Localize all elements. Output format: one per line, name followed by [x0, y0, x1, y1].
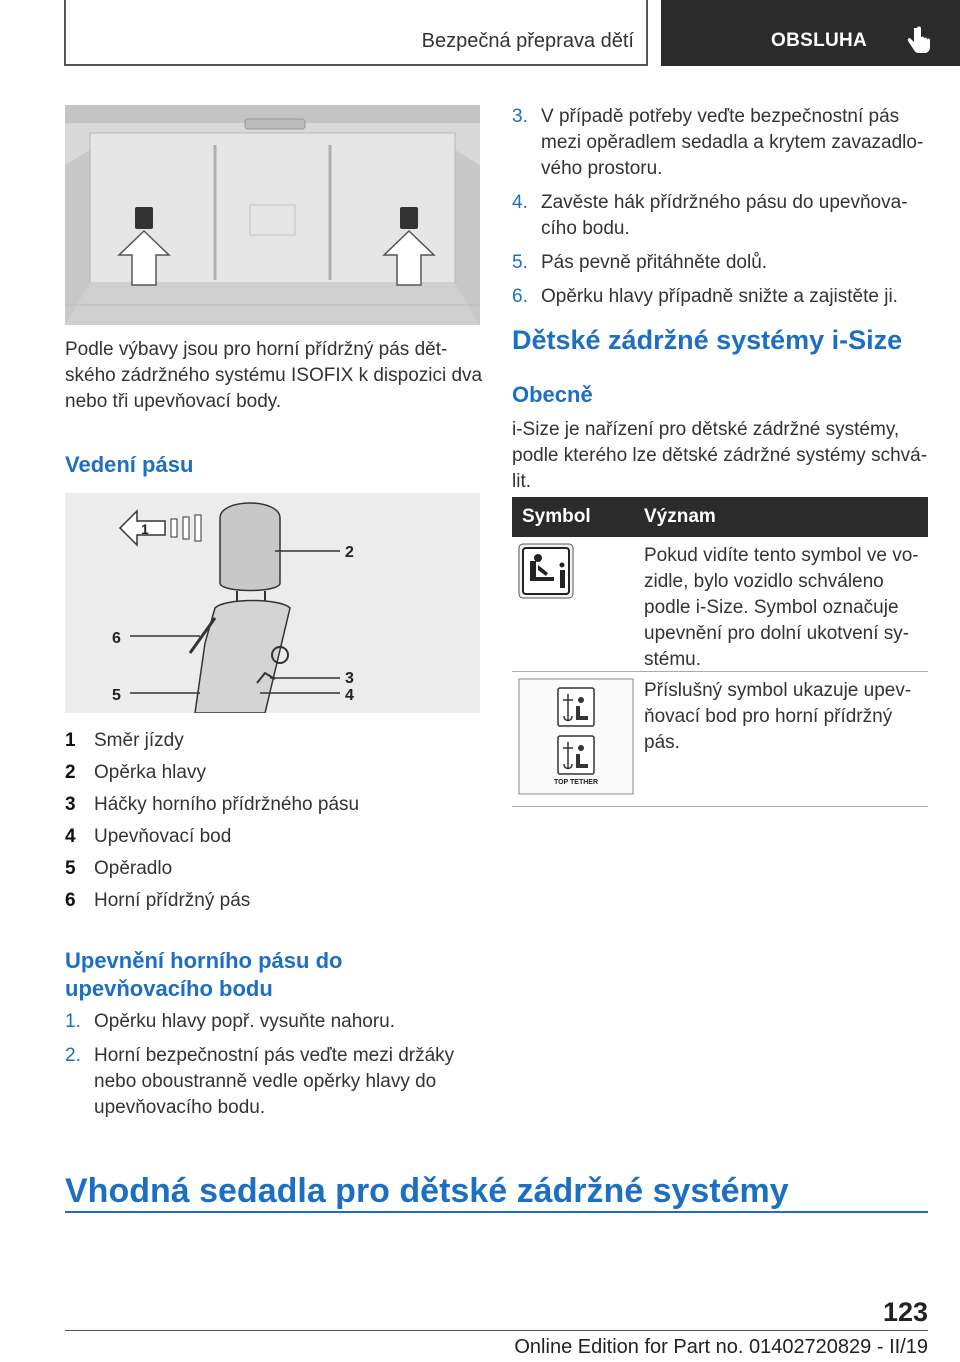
step-text: Opěrku hlavy případně snižte a zajistěte ji. [541, 286, 898, 307]
column-header-symbol: Symbol [522, 506, 591, 527]
heading-attach-line-1: Upevnění horního pásu do [65, 948, 343, 973]
step-item [512, 104, 928, 182]
step-number: 1. [65, 1011, 81, 1032]
diagram-label-3: 3 [345, 670, 354, 687]
step-item [512, 250, 928, 276]
page-number: 123 [882, 1297, 928, 1327]
footer-divider [65, 1330, 928, 1331]
title-underline [65, 1211, 928, 1213]
step-item [512, 190, 928, 242]
heading-attach-top-belt [65, 947, 342, 1003]
column-header-meaning: Význam [644, 506, 716, 527]
table-header [512, 497, 928, 537]
legend-number: 6 [65, 890, 76, 911]
step-text: V případě potřeby veďte bezpečnostní pás mezi opěradlem sedadla a krytem zavazadlového prostoru. [541, 106, 924, 179]
legend-text: Opěradlo [94, 858, 173, 879]
step-number: 4. [512, 192, 528, 213]
step-number: 2. [65, 1045, 81, 1066]
legend-number: 5 [65, 858, 76, 879]
legend-item [65, 853, 485, 885]
footer-edition: Online Edition for Part no. 01402720829 - II/19 [514, 1336, 928, 1358]
header-section-title: Bezpečná přeprava dětí [421, 30, 634, 52]
step-text: Zavěste hák přídržného pásu do upevňovacího bodu. [541, 192, 908, 239]
heading-isize: Dětské zádržné systémy i-Size [512, 325, 903, 355]
legend-number: 1 [65, 730, 76, 751]
legend-text: Opěrka hlavy [94, 762, 206, 783]
legend-number: 3 [65, 794, 76, 815]
table-row [512, 672, 928, 807]
luggage-compartment-image [65, 105, 480, 325]
hand-pointer-icon [906, 26, 932, 54]
diagram-label-2: 2 [345, 544, 354, 561]
diagram-label-4: 4 [345, 687, 354, 704]
legend-item [65, 725, 485, 757]
header-chapter-title: OBSLUHA [771, 30, 868, 51]
subheading-general: Obecně [512, 382, 593, 407]
legend-text: Horní přídržný pás [94, 890, 251, 911]
isize-intro-paragraph: i-Size je nařízení pro dětské zádržné systémy, podle kterého lze dětské zádržné systémy schválit. [512, 419, 928, 492]
table-cell-symbol [512, 537, 632, 671]
intro-paragraph: Podle výbavy jsou pro horní přídržný pás dětského zádržného systému ISOFIX k dispozici dva nebo tři upevňovací body. [65, 339, 483, 412]
steps-list-left [65, 1009, 485, 1129]
legend-item [65, 821, 485, 853]
header-section-box [64, 0, 648, 66]
step-item [65, 1043, 485, 1121]
legend-item [65, 757, 485, 789]
step-number: 3. [512, 106, 528, 127]
top-tether-label: TOP TETHER [553, 779, 599, 786]
heading-attach-line-2: upevňovacího bodu [65, 976, 273, 1001]
diagram-label-5: 5 [112, 687, 121, 704]
legend-number: 2 [65, 762, 76, 783]
heading-belt-routing: Vedení pásu [65, 452, 194, 477]
belt-routing-diagram [65, 493, 480, 713]
table-row [512, 537, 928, 672]
step-text: Pás pevně přitáhněte dolů. [541, 252, 768, 273]
header-chapter-box [661, 0, 960, 66]
legend-number: 4 [65, 826, 76, 847]
legend-text: Upevňovací bod [94, 826, 232, 847]
steps-list-right [512, 104, 928, 318]
diagram-legend [65, 725, 485, 917]
symbol-table [512, 497, 928, 807]
step-text: Horní bezpečnostní pás veďte mezi držáky nebo oboustranně vedle opěrky hlavy do upevňovacího bodu. [94, 1045, 455, 1118]
diagram-label-1: 1 [141, 521, 149, 537]
top-tether-icon [518, 678, 634, 796]
table-cell-meaning: Pokud vidíte tento symbol ve vozidle, bylo vozidlo schváleno podle i-Size. Symbol označuje upevnění pro dolní ukotvení systému. [644, 545, 919, 670]
table-cell-meaning: Příslušný symbol ukazuje upevňovací bod pro horní přídržný pás. [644, 680, 912, 753]
isize-seat-icon [518, 543, 574, 599]
legend-text: Háčky horního přídržného pásu [94, 794, 360, 815]
step-number: 5. [512, 252, 528, 273]
legend-text: Směr jízdy [94, 730, 184, 751]
table-cell-symbol [512, 672, 632, 806]
legend-item [65, 789, 485, 821]
diagram-label-6: 6 [112, 630, 121, 647]
step-item [512, 284, 928, 310]
step-text: Opěrku hlavy popř. vysuňte nahoru. [94, 1011, 396, 1032]
step-item [65, 1009, 485, 1035]
section-title-suitable-seats: Vhodná sedadla pro dětské zádržné systémy [65, 1172, 789, 1210]
legend-item [65, 885, 485, 917]
step-number: 6. [512, 286, 528, 307]
